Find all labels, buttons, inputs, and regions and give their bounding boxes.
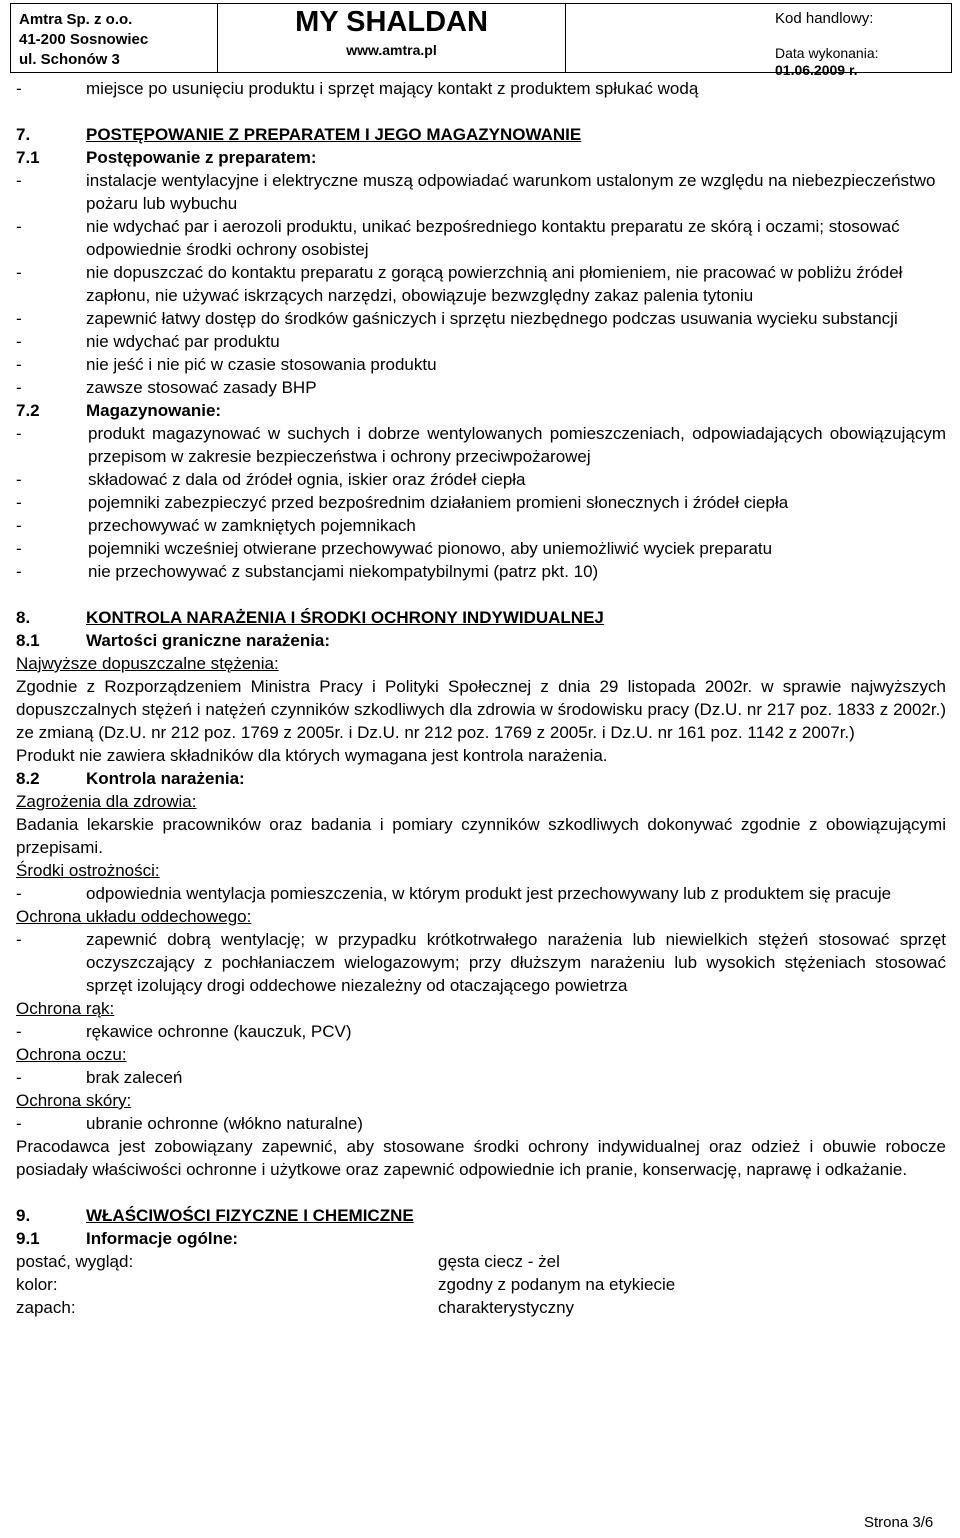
website-link[interactable]: www.amtra.pl bbox=[346, 42, 437, 58]
property-row: postać, wygląd: gęsta ciecz - żel bbox=[16, 1252, 560, 1271]
list-item: - nie wdychać par produktu bbox=[16, 332, 280, 351]
nds-heading: Najwyższe dopuszczalne stężenia: bbox=[16, 654, 279, 673]
company-street: ul. Schonów 3 bbox=[19, 51, 120, 68]
property-row: kolor: zgodny z podanym na etykiecie bbox=[16, 1275, 676, 1294]
section-9-heading: 9. WŁAŚCIWOŚCI FIZYCZNE I CHEMICZNE bbox=[16, 1206, 414, 1225]
document-meta bbox=[565, 3, 952, 78]
company-zip: 41-200 Sosnowiec bbox=[19, 31, 149, 48]
list-item: - produkt magazynować w suchych i dobrze wentylowanych pomieszczeniach, odpowiadających obowiązującym przepisom w zakresie bezpieczeństwa i ochrony przeciwpożarowej bbox=[16, 424, 946, 466]
document-body bbox=[16, 77, 946, 1319]
list-item: - rękawice ochronne (kauczuk, PCV) bbox=[16, 1022, 352, 1041]
section-8-heading: 8. KONTROLA NARAŻENIA I ŚRODKI OCHRONY INDYWIDUALNEJ bbox=[16, 608, 604, 627]
product-info bbox=[217, 3, 566, 73]
list-item: - pojemniki wcześniej otwierane przechowywać pionowo, aby uniemożliwić wyciek preparatu bbox=[16, 539, 773, 558]
list-item: - instalacje wentylacyjne i elektryczne muszą odpowiadać warunkom ustalonym ze względu na niebezpieczeństwo pożaru lub wybuchu bbox=[16, 171, 936, 213]
respiratory-heading: Ochrona układu oddechowego: bbox=[16, 907, 252, 926]
list-item: - miejsce po usunięciu produktu i sprzęt mający kontakt z produktem spłukać wodą bbox=[16, 79, 699, 98]
document-header bbox=[10, 3, 952, 78]
page-number: Strona 3/6 bbox=[864, 1514, 934, 1531]
list-item: - zapewnić łatwy dostęp do środków gaśniczych i sprzętu niezbędnego podczas usuwania wycieku substancji bbox=[16, 309, 898, 328]
list-item: - nie dopuszczać do kontaktu preparatu z gorącą powierzchnią ani płomieniem, nie pracować w pobliżu źródeł zapłonu, nie używać iskrzących narzędzi, obowiązuje bezwzględny zakaz palenia tytoniu bbox=[16, 263, 903, 305]
date-value: 01.06.2009 r. bbox=[775, 62, 858, 78]
product-name: MY SHALDAN bbox=[295, 6, 488, 38]
list-item: - składować z dala od źródeł ognia, iskier oraz źródeł ciepła bbox=[16, 470, 526, 489]
health-heading: Zagrożenia dla zdrowia: bbox=[16, 792, 197, 811]
subsection-7-2-heading: 7.2 Magazynowanie: bbox=[16, 401, 222, 420]
employer-text: Pracodawca jest zobowiązany zapewnić, aby stosowane środki ochrony indywidualnej oraz odzież i obuwie robocze posiadały właściwości ochronne i użytkowe oraz zapewnić odpowiednie ich pranie, konserwację, naprawę i odkażanie. bbox=[16, 1137, 946, 1179]
code-label: Kod handlowy: bbox=[775, 10, 874, 27]
precautions-heading: Środki ostrożności: bbox=[16, 861, 160, 880]
list-item: - nie wdychać par i aerozoli produktu, unikać bezpośredniego kontaktu preparatu ze skórą i oczami; stosować odpowiednie środki ochrony osobistej bbox=[16, 217, 900, 259]
health-text: Badania lekarskie pracowników oraz badania i pomiary czynników szkodliwych dokonywać zgodnie z obowiązującymi przepisami. bbox=[16, 815, 946, 857]
list-item: - odpowiednia wentylacja pomieszczenia, w którym produkt jest przechowywany lub z produktem się pracuje bbox=[16, 884, 892, 903]
list-item: - zawsze stosować zasady BHP bbox=[16, 378, 317, 397]
list-item: - ubranie ochronne (włókno naturalne) bbox=[16, 1114, 363, 1133]
hands-heading: Ochrona rąk: bbox=[16, 999, 115, 1018]
list-item: - nie jeść i nie pić w czasie stosowania produktu bbox=[16, 355, 437, 374]
list-item: - zapewnić dobrą wentylację; w przypadku krótkotrwałego narażenia lub niewielkich stężeń stosować sprzęt oczyszczający z pochłaniaczem wielogazowym; przy dłuższym narażeniu lub wysokich stężeniach stosować sprzęt izolujący drogi oddechowe niezależny od otaczającego powietrza bbox=[16, 930, 946, 995]
subsection-8-2-heading: 8.2 Kontrola narażenia: bbox=[16, 769, 245, 788]
company-info bbox=[10, 3, 218, 73]
list-item: - brak zaleceń bbox=[16, 1068, 183, 1087]
skin-heading: Ochrona skóry: bbox=[16, 1091, 132, 1110]
property-row: zapach: charakterystyczny bbox=[16, 1298, 575, 1317]
section-7-heading: 7. POSTĘPOWANIE Z PREPARATEM I JEGO MAGAZYNOWANIE bbox=[16, 125, 582, 144]
list-item: - nie przechowywać z substancjami niekompatybilnymi (patrz pkt. 10) bbox=[16, 562, 599, 581]
nds-note: Produkt nie zawiera składników dla których wymagana jest kontrola narażenia. bbox=[16, 746, 608, 765]
date-label: Data wykonania: bbox=[775, 45, 879, 61]
list-item: - pojemniki zabezpieczyć przed bezpośrednim działaniem promieni słonecznych i źródeł ciepła bbox=[16, 493, 789, 512]
subsection-8-1-heading: 8.1 Wartości graniczne narażenia: bbox=[16, 631, 331, 650]
list-item: - przechowywać w zamkniętych pojemnikach bbox=[16, 516, 416, 535]
subsection-7-1-heading: 7.1 Postępowanie z preparatem: bbox=[16, 148, 317, 167]
nds-text: Zgodnie z Rozporządzeniem Ministra Pracy i Polityki Społecznej z dnia 29 listopada 2002r. w sprawie najwyższych dopuszczalnych stężeń i natężeń czynników szkodliwych dla zdrowia w środowisku pracy (Dz.U. nr 217 poz. 1833 z 2002r.) ze zmianą (Dz.U. nr 212 poz. 1769 z 2005r. i Dz.U. nr 212 poz. 1769 z 2005r. i Dz.U. nr 161 poz. 1142 z 2007r.) bbox=[16, 677, 946, 742]
company-name: Amtra Sp. z o.o. bbox=[19, 11, 133, 28]
subsection-9-1-heading: 9.1 Informacje ogólne: bbox=[16, 1229, 239, 1248]
eyes-heading: Ochrona oczu: bbox=[16, 1045, 127, 1064]
